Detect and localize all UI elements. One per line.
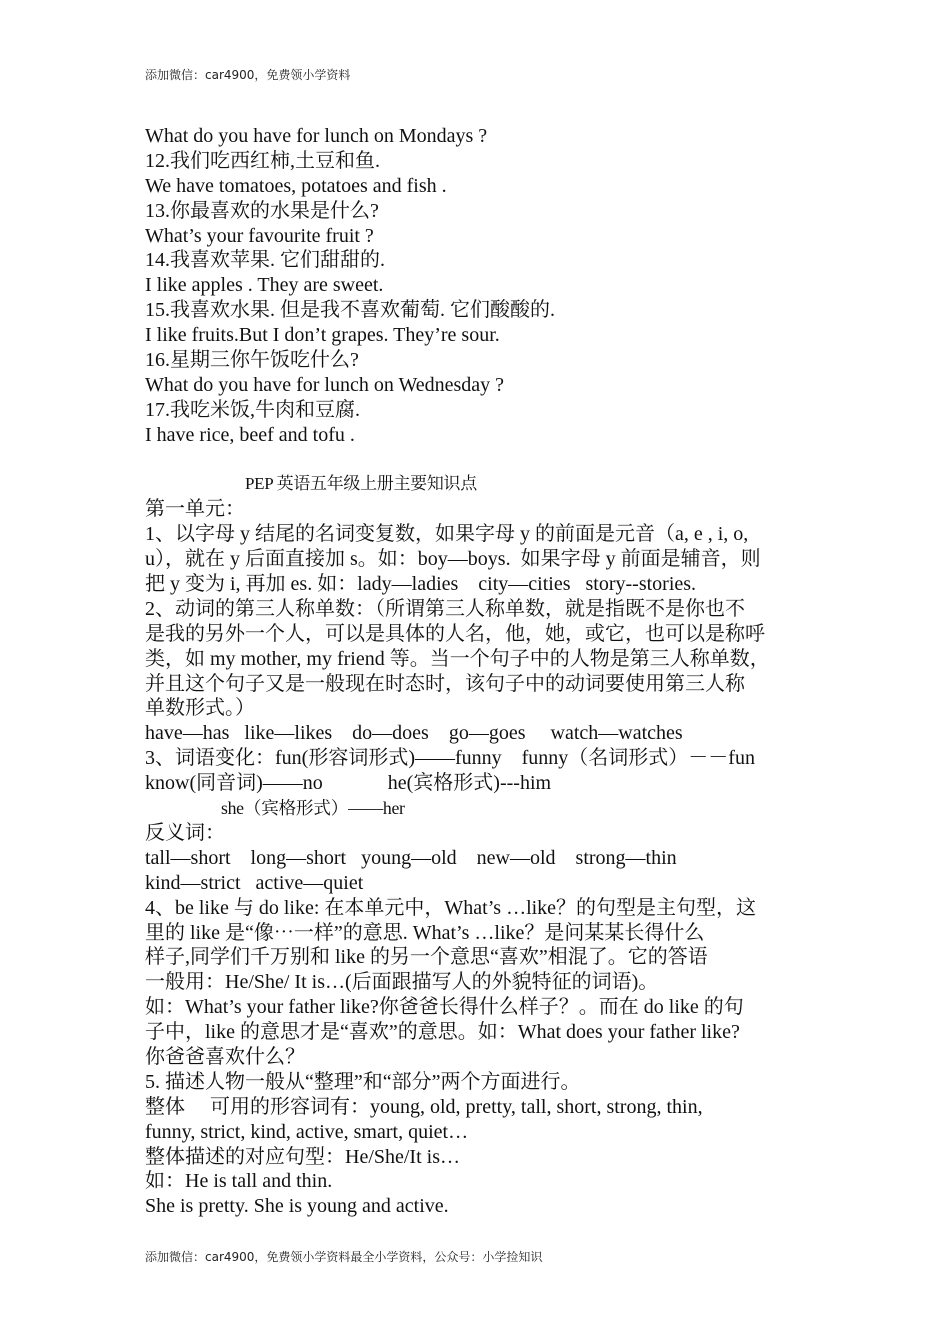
- qa-line: 14.我喜欢苹果. 它们甜甜的.: [145, 249, 385, 272]
- qa-line: What do you have for lunch on Mondays ?: [145, 125, 488, 147]
- text-line: 4、be like 与 do like: 在本单元中，What’s …like？的句型是主句型，这: [145, 896, 757, 919]
- qa-line: 16.星期三你午饭吃什么?: [145, 349, 359, 372]
- text-line: 样子,同学们千万别和 like 的另一个意思“喜欢”相混了。它的答语: [145, 946, 708, 969]
- indented-line: she（宾格形式）——her: [221, 798, 405, 819]
- section-title: PEP 英语五年级上册主要知识点: [245, 474, 477, 494]
- qa-line: I have rice, beef and tofu .: [145, 423, 355, 446]
- text-line: have—has like—likes do—does go—goes watch—watches: [145, 722, 683, 745]
- text-line: u），就在 y 后面直接加 s。如：boy—boys. 如果字母 y 前面是辅音，则: [145, 548, 761, 571]
- document-body: [145, 124, 810, 1219]
- qa-line: 13.你最喜欢的水果是什么?: [145, 199, 379, 222]
- text-line: know(同音词)——no he(宾格形式)---him: [145, 772, 552, 795]
- text-line: 整体描述的对应句型：He/She/It is…: [145, 1145, 460, 1168]
- text-line: 2、动词的第三人称单数：（所谓第三人称单数，就是指既不是你也不: [145, 597, 745, 620]
- blank-line: [145, 448, 810, 473]
- text-line: 把 y 变为 i, 再加 es. 如：lady—ladies city—cities story--stories.: [145, 573, 697, 596]
- qa-line: What’s your favourite fruit ?: [145, 224, 374, 247]
- qa-line: I like apples . They are sweet.: [145, 274, 384, 297]
- text-line: 如：What’s your father like?你爸爸长得什么样子？。而在 do like 的句: [145, 996, 744, 1019]
- text-line: 一般用：He/She/ It is…(后面跟描写人的外貌特征的词语)。: [145, 971, 659, 994]
- text-line: 你爸爸喜欢什么？: [145, 1045, 305, 1068]
- qa-line: We have tomatoes, potatoes and fish .: [145, 174, 447, 197]
- text-line: 里的 like 是“像⋯一样”的意思. What’s …like？是问某某长得什么: [145, 921, 705, 944]
- text-line: 反义词：: [145, 821, 225, 844]
- notes-block: [145, 522, 810, 796]
- text-line: 整体 可用的形容词有：young, old, pretty, tall, short, strong, thin,: [145, 1095, 703, 1118]
- text-line: She is pretty. She is young and active.: [145, 1195, 449, 1218]
- qa-line: What do you have for lunch on Wednesday ?: [145, 373, 505, 396]
- text-line: tall—short long—short young—old new—old strong—thin: [145, 846, 677, 869]
- unit-heading: 第一单元：: [145, 498, 245, 521]
- text-line: 1、以字母 y 结尾的名词变复数，如果字母 y 的前面是元音（a, e , i, o,: [145, 523, 749, 546]
- qa-block: [145, 124, 810, 448]
- text-line: 5. 描述人物一般从“整理”和“部分”两个方面进行。: [145, 1070, 581, 1093]
- text-line: 是我的另外一个人，可以是具体的人名，他，她，或它，也可以是称呼: [145, 622, 765, 645]
- text-line: 如：He is tall and thin.: [145, 1170, 333, 1193]
- notes-block-2: [145, 821, 810, 1219]
- text-line: 类，如 my mother, my friend 等。当一个句子中的人物是第三人称单数，: [145, 647, 770, 670]
- text-line: funny, strict, kind, active, smart, quiet…: [145, 1120, 469, 1143]
- text-line: 并且这个句子又是一般现在时态时，该句子中的动词要使用第三人称: [145, 672, 745, 695]
- qa-line: 12.我们吃西红柿,土豆和鱼.: [145, 149, 380, 172]
- qa-line: 15.我喜欢水果. 但是我不喜欢葡萄. 它们酸酸的.: [145, 299, 555, 322]
- text-line: 子中，like 的意思才是“喜欢”的意思。如：What does your father like?: [145, 1021, 740, 1044]
- text-line: kind—strict active—quiet: [145, 871, 364, 894]
- text-line: 3、词语变化：fun(形容词形式)——funny funny（名词形式）－－fun: [145, 747, 755, 770]
- text-line: 单数形式。）: [145, 697, 255, 720]
- page-header: 添加微信：car4900，免费领小学资料: [145, 68, 351, 82]
- page-footer: 添加微信：car4900，免费领小学资料最全小学资料，公众号：小学捡知识: [145, 1250, 543, 1264]
- qa-line: I like fruits.But I don’t grapes. They’re sour.: [145, 324, 500, 347]
- qa-line: 17.我吃米饭,牛肉和豆腐.: [145, 398, 360, 421]
